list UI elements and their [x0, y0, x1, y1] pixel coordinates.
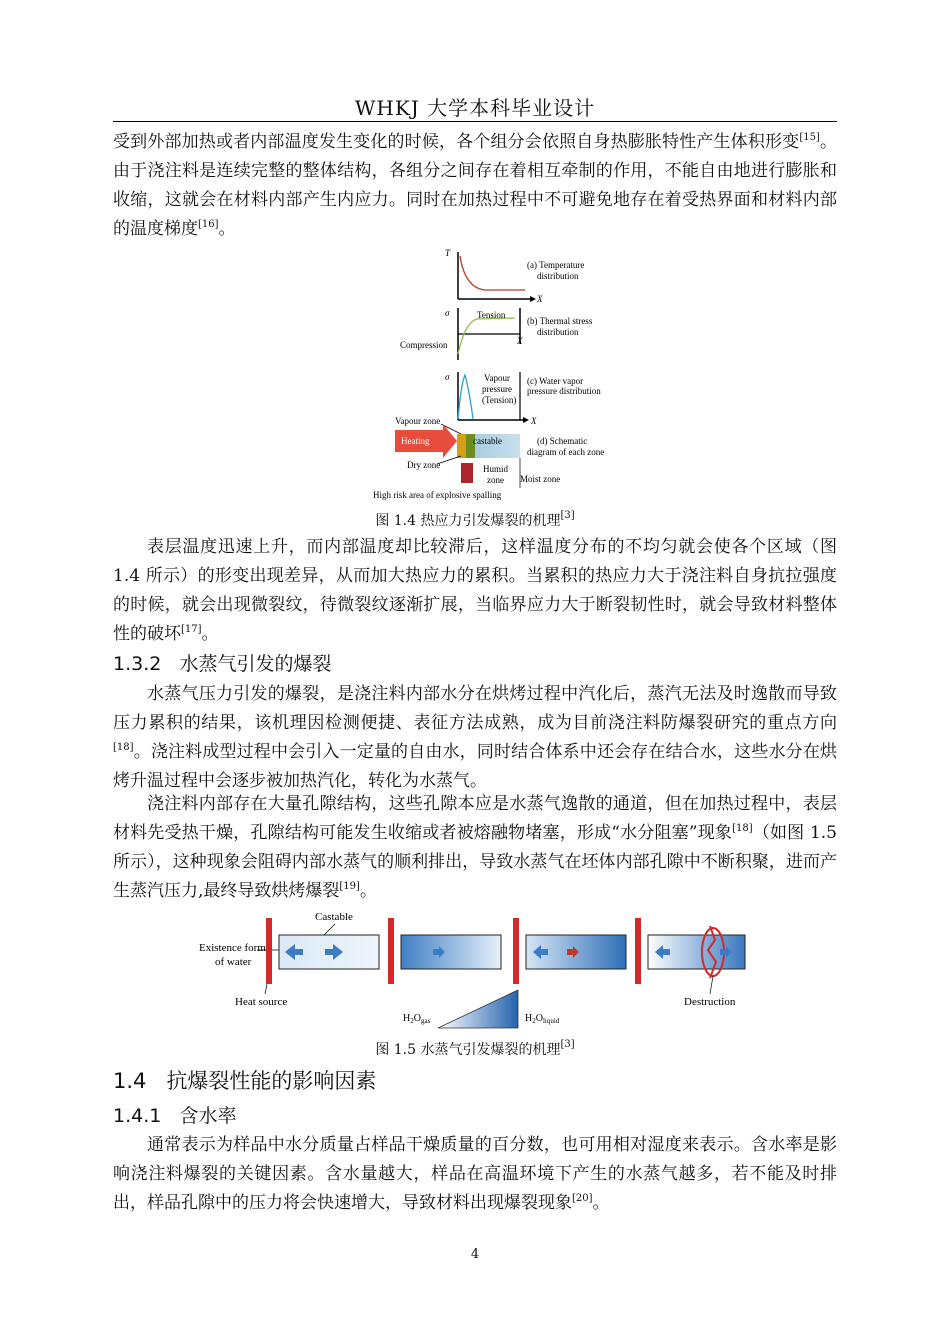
- svg-text:σ: σ: [445, 308, 450, 318]
- svg-text:distribution: distribution: [537, 271, 579, 281]
- svg-text:Vapour zone: Vapour zone: [395, 416, 441, 426]
- citation: [18]: [732, 823, 753, 834]
- svg-text:X: X: [531, 416, 537, 426]
- figure-1-5: [195, 906, 765, 1034]
- svg-text:diagram of each zone: diagram of each zone: [527, 447, 605, 457]
- svg-text:castable: castable: [473, 436, 502, 446]
- svg-text:(a) Temperature: (a) Temperature: [527, 260, 585, 270]
- paragraph-1: 受到外部加热或者内部温度发生变化的时候，各个组分会依照自身热膨胀特性产生体积形变[15]。由于浇注料是连续完整的整体结构，各组分之间存在着相互牵制的作用，不能自由地进行膨胀和收缩，这就会在材料内部产生内应力。同时在加热过程中不可避免地存在着受热界面和材料内部的温度梯度[16]。: [113, 132, 838, 239]
- svg-text:Dry zone: Dry zone: [407, 460, 441, 470]
- page-header: WHKJ 大学本科毕业设计: [354, 96, 596, 120]
- figure-1-4: [365, 244, 615, 506]
- svg-text:pressure: pressure: [482, 384, 512, 394]
- svg-text:Castable: Castable: [315, 911, 353, 923]
- svg-text:pressure distribution: pressure distribution: [527, 386, 601, 396]
- svg-text:Destruction: Destruction: [684, 996, 736, 1008]
- svg-text:X: X: [517, 336, 523, 346]
- svg-text:Humid: Humid: [483, 464, 509, 474]
- axis-X-label: X: [537, 294, 543, 304]
- section-heading-1-4: 1.4 抗爆裂性能的影响因素: [113, 1069, 377, 1093]
- svg-text:(b) Thermal stress: (b) Thermal stress: [527, 316, 593, 326]
- citation: [20]: [572, 1193, 593, 1204]
- paragraph-3: 水蒸气压力引发的爆裂，是浇注料内部水分在烘烤过程中汽化后，蒸汽无法及时逸散而导致压力累积的结果，该机理因检测便捷、表征方法成熟，成为目前浇注料防爆裂研究的重点方向[18]。浇注料成型过程中会引入一定量的自由水，同时结合体系中还会存在结合水，这些水分在烘烤升温过程中会逐步被加热汽化，转化为水蒸气。: [113, 684, 837, 791]
- svg-text:Heating: Heating: [401, 436, 430, 446]
- svg-text:(d) Schematic: (d) Schematic: [537, 436, 588, 446]
- svg-text:Moist zone: Moist zone: [520, 474, 561, 484]
- svg-text:of water: of water: [215, 956, 252, 968]
- section-heading-1-4-1: 1.4.1 含水率: [113, 1105, 237, 1127]
- axis-T-label: T: [445, 248, 451, 258]
- section-heading-1-3-2: 1.3.2 水蒸气引发的爆裂: [113, 653, 332, 675]
- paragraph-2: 表层温度迅速上升，而内部温度却比较滞后，这样温度分布的不均匀就会使各个区域（图 1.4 所示）的形变出现差异，从而加大热应力的累积。当累积的热应力大于浇注料自身抗拉强度的时候，就会出现微裂纹，待微裂纹逐渐扩展，当临界应力大于断裂韧性时，就会导致材料整体性的破坏[17]。: [113, 537, 837, 644]
- paragraph-4: 浇注料内部存在大量孔隙结构，这些孔隙本应是水蒸气逸散的通道，但在加热过程中，表层材料先受热干燥，孔隙结构可能发生收缩或者被熔融物堵塞，形成“水分阻塞”现象[18]（如图 1.5 所示），这种现象会阻碍内部水蒸气的顺利排出，导致水蒸气在坯体内部孔隙中不断积聚，进而产生蒸汽压力,最终导致烘烤爆裂[19]。: [113, 794, 837, 901]
- svg-text:zone: zone: [487, 475, 504, 485]
- svg-text:Existence form: Existence form: [199, 942, 266, 954]
- svg-text:High risk area of explosive sp: High risk area of explosive spalling: [373, 490, 502, 500]
- svg-text:(c) Water vapor: (c) Water vapor: [527, 376, 584, 386]
- citation: [16]: [198, 219, 219, 230]
- svg-text:(Tension): (Tension): [482, 395, 517, 405]
- figure-1-4-caption: 图 1.4 热应力引发爆裂的机理[3]: [375, 510, 575, 529]
- citation: [19]: [339, 881, 360, 892]
- svg-text:H2Ogas: $H_2O_{gas}$: [403, 1013, 431, 1025]
- header-rule: [113, 121, 837, 122]
- citation: [15]: [799, 132, 820, 143]
- page-number: 4: [470, 1247, 480, 1262]
- figure-1-5-caption: 图 1.5 水蒸气引发爆裂的机理[3]: [375, 1039, 575, 1058]
- svg-text:distribution: distribution: [537, 327, 579, 337]
- svg-text:Vapour: Vapour: [484, 373, 510, 383]
- citation: [18]: [113, 742, 134, 753]
- svg-text:Compression: Compression: [400, 340, 448, 350]
- svg-text:H2Oliquid: $H_2O_{liquid}$: [525, 1013, 560, 1025]
- citation: [17]: [181, 624, 202, 635]
- svg-text:Tension: Tension: [477, 310, 506, 320]
- svg-text:σ: σ: [445, 372, 450, 382]
- paragraph-5: 通常表示为样品中水分质量占样品干燥质量的百分数，也可用相对湿度来表示。含水率是影响浇注料爆裂的关键因素。含水量越大，样品在高温环境下产生的水蒸气越多，若不能及时排出，样品孔隙中的压力将会快速增大，导致材料出现爆裂现象[20]。: [113, 1135, 837, 1213]
- svg-text:Heat source: Heat source: [235, 996, 288, 1008]
